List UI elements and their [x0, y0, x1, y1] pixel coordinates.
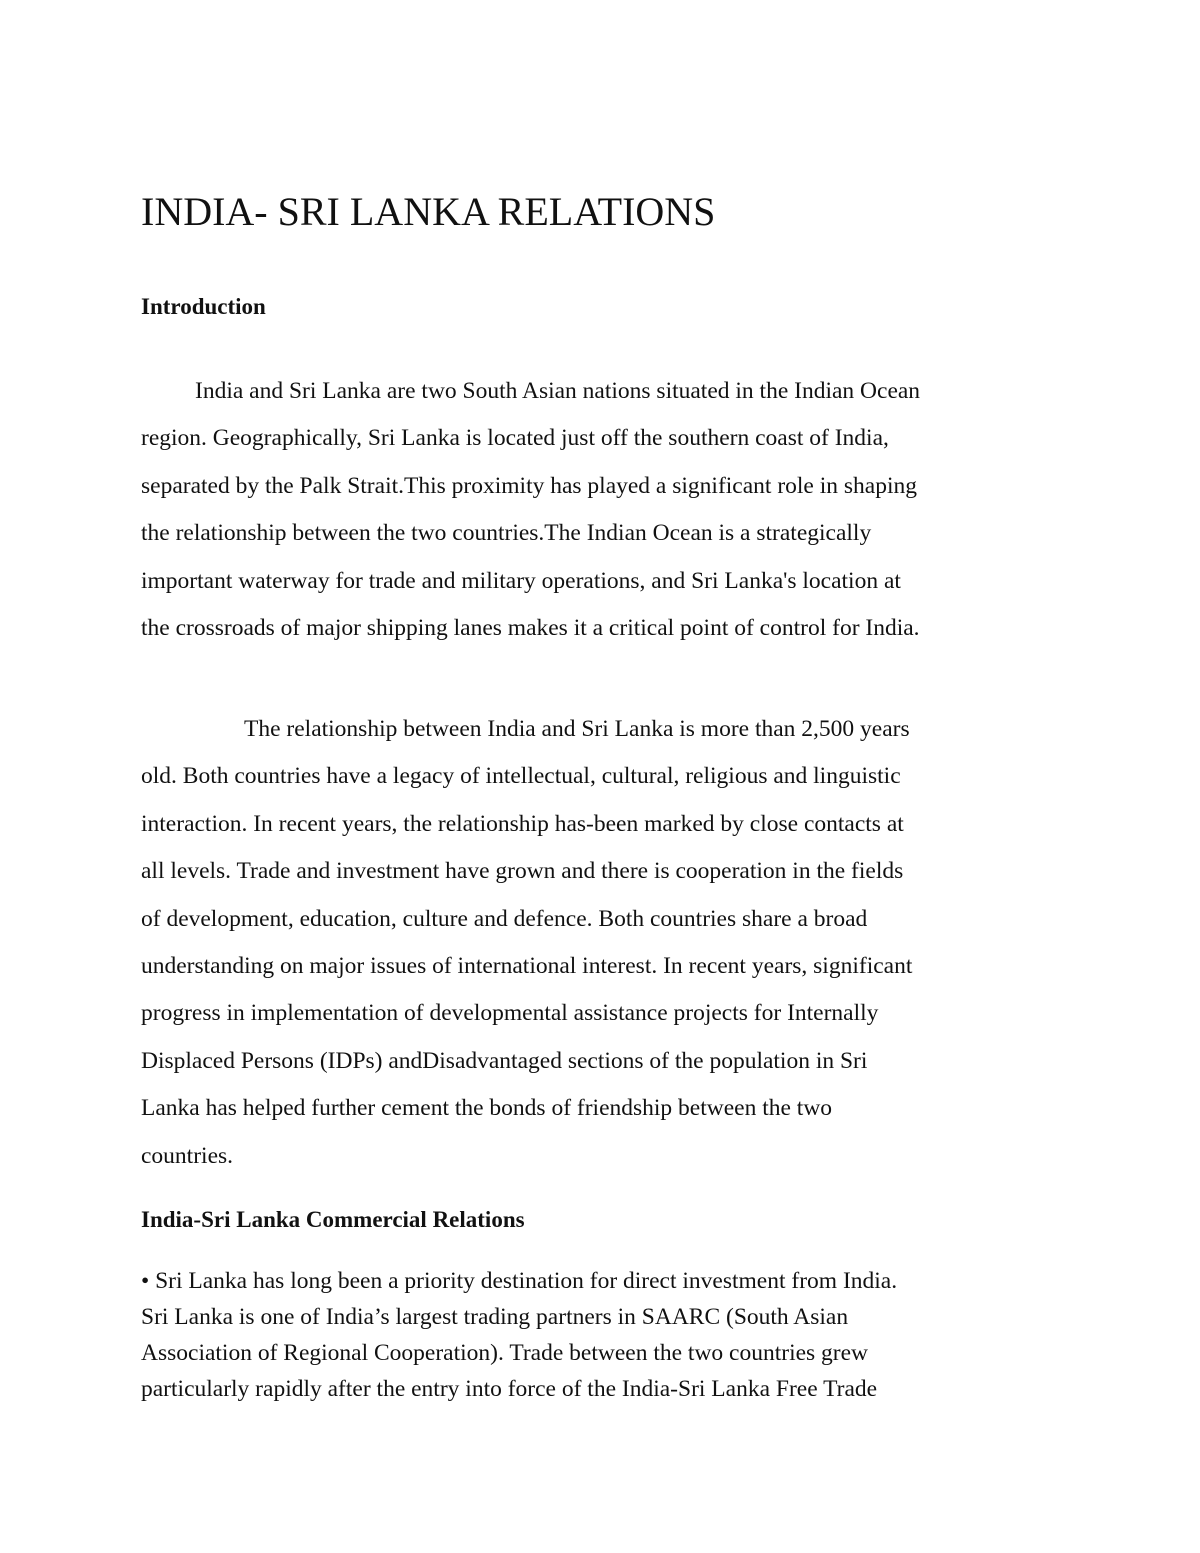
section-heading-commercial-relations: India-Sri Lanka Commercial Relations	[141, 1207, 525, 1232]
intro-paragraph-1	[141, 368, 1061, 652]
paragraph-line: important waterway for trade and military operations, and Sri Lanka's location at	[141, 567, 901, 594]
paragraph-line: progress in implementation of developmental assistance projects for Internally	[141, 1000, 879, 1027]
paragraph-line: the relationship between the two countries.The Indian Ocean is a strategically	[141, 520, 872, 547]
paragraph-line: The relationship between India and Sri Lanka is more than 2,500 years	[244, 716, 910, 742]
paragraph-line: region. Geographically, Sri Lanka is located just off the southern coast of India,	[141, 425, 889, 452]
paragraph-line: all levels. Trade and investment have grown and there is cooperation in the fields	[141, 858, 904, 885]
paragraph-line: of development, education, culture and defence. Both countries share a broad	[141, 905, 868, 932]
paragraph-line: old. Both countries have a legacy of intellectual, cultural, religious and linguistic	[141, 763, 901, 790]
paragraph-line: separated by the Palk Strait.This proximity has played a significant role in shaping	[141, 472, 917, 499]
intro-paragraph-2	[141, 706, 1061, 1180]
commercial-bullet-paragraph	[141, 1263, 1061, 1407]
paragraph-line: countries.	[141, 1142, 234, 1169]
paragraph-line: India and Sri Lanka are two South Asian nations situated in the Indian Ocean	[195, 378, 921, 404]
paragraph-line: particularly rapidly after the entry into force of the India-Sri Lanka Free Trade	[141, 1376, 878, 1402]
paragraph-line: Lanka has helped further cement the bonds of friendship between the two	[141, 1095, 833, 1122]
paragraph-line: interaction. In recent years, the relationship has-been marked by close contacts at	[141, 810, 904, 837]
paragraph-line: the crossroads of major shipping lanes makes it a critical point of control for India.	[141, 614, 920, 641]
paragraph-line: Displaced Persons (IDPs) andDisadvantaged sections of the population in Sri	[141, 1047, 868, 1074]
paragraph-line: • Sri Lanka has long been a priority destination for direct investment from India.	[141, 1268, 898, 1294]
paragraph-line: understanding on major issues of international interest. In recent years, significant	[141, 952, 913, 979]
paragraph-line: Sri Lanka is one of India’s largest trading partners in SAARC (South Asian	[141, 1304, 849, 1330]
paragraph-line: Association of Regional Cooperation). Trade between the two countries grew	[141, 1340, 869, 1366]
section-heading-introduction: Introduction	[141, 294, 266, 319]
document-title: INDIA- SRI LANKA RELATIONS	[141, 189, 716, 234]
